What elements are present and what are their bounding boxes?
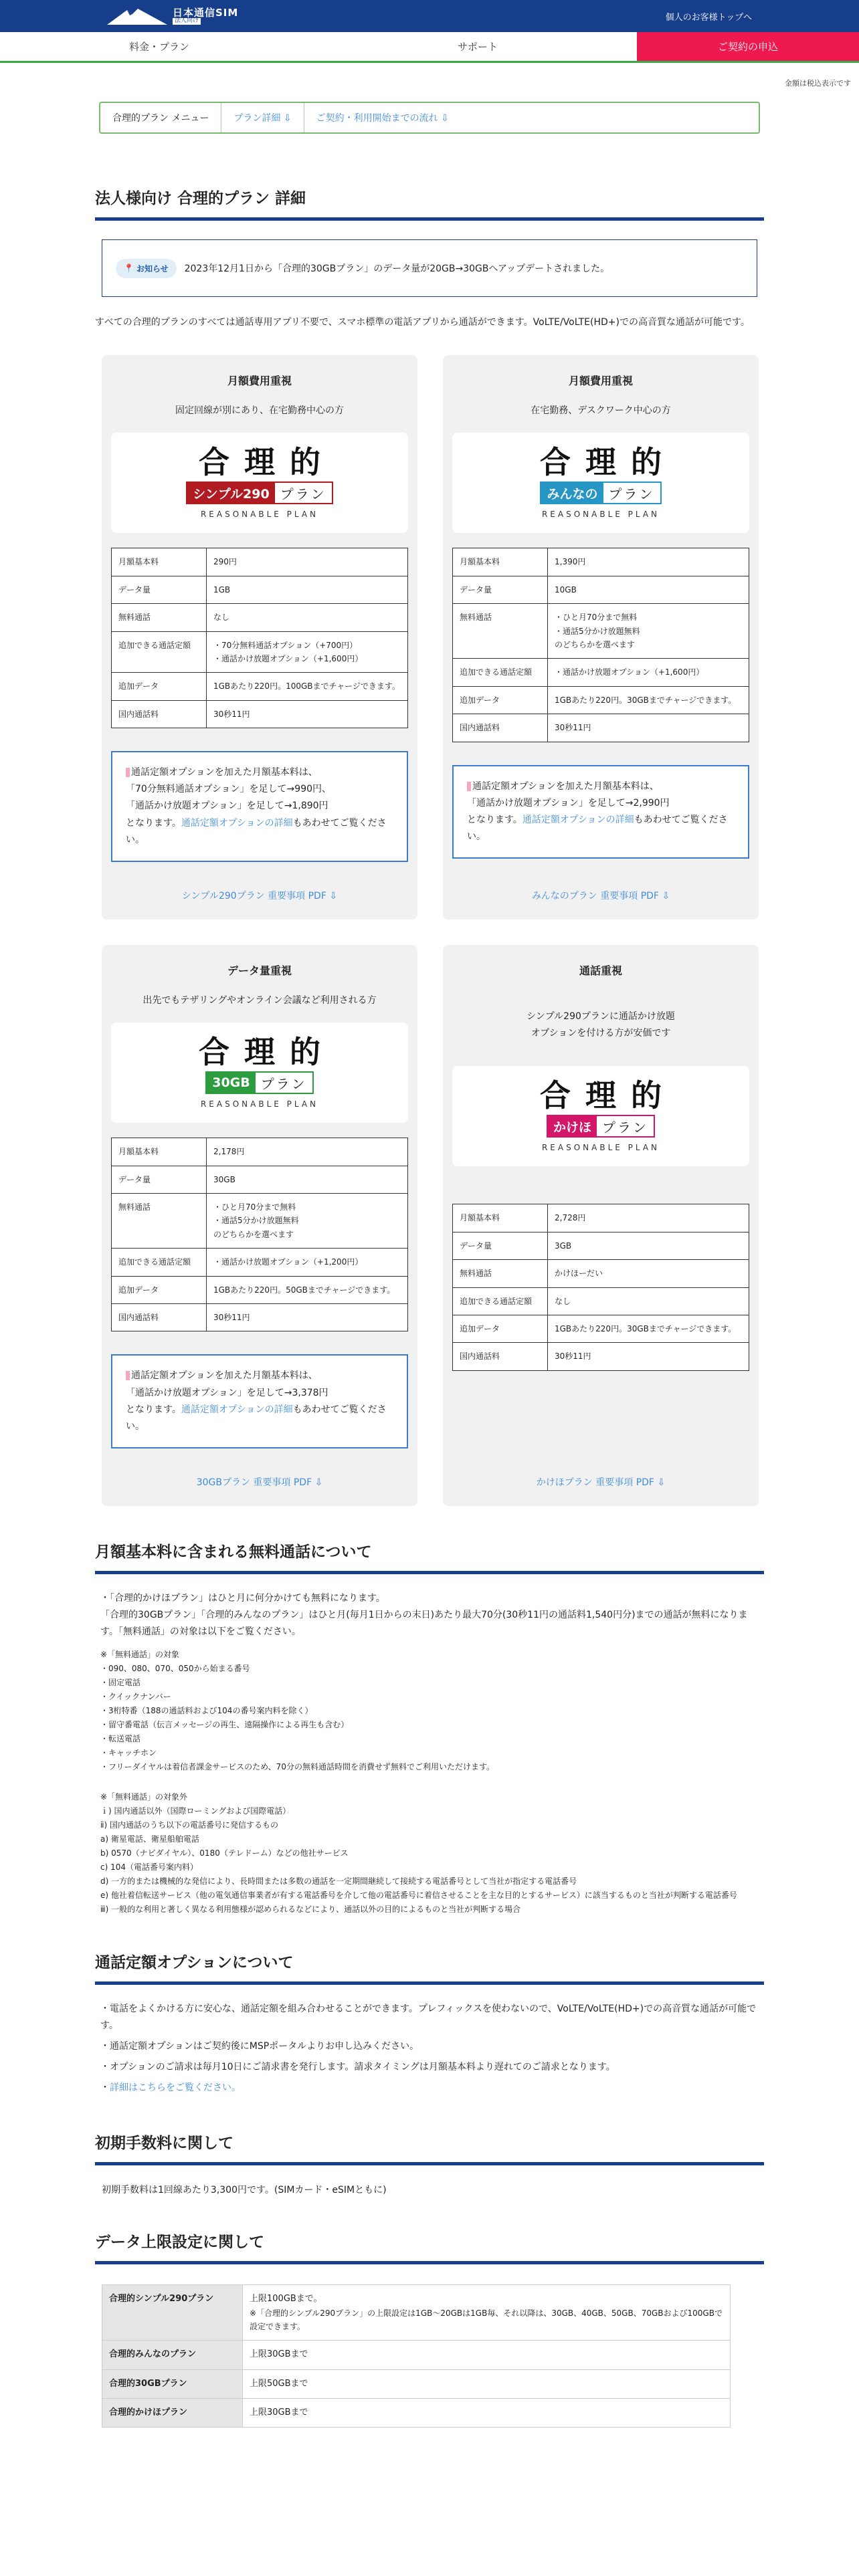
note-line: 「通話かけ放題オプション」を足して→2,990円 <box>467 797 670 809</box>
plan-tag: 月額費用重視 <box>568 374 633 388</box>
spec-key: 追加できる通話定額 <box>453 659 548 686</box>
limit-value-cell <box>243 2341 731 2369</box>
spec-key: 無料通話 <box>453 1260 548 1287</box>
table-row <box>453 1287 749 1315</box>
note-marker <box>126 768 130 777</box>
free-call-title: 月額基本料に含まれる無料通話について <box>95 1539 764 1574</box>
table-row <box>102 2341 731 2369</box>
table-row <box>112 700 408 728</box>
anchor-plan-detail[interactable]: プラン詳細 ⇩ <box>221 103 304 132</box>
note-tail: もあわせてご覧ください。 <box>126 1404 387 1432</box>
spec-value: 290円 <box>207 548 408 576</box>
limit-value: 上限30GBまで <box>250 2407 308 2418</box>
limit-value-cell <box>243 2284 731 2341</box>
plan-subtitle: シンプル290プランに通話かけ放題 オプションを付ける方が安価です <box>527 1011 675 1039</box>
limit-value: 上限30GBまで <box>250 2349 308 2360</box>
table-row <box>112 604 408 631</box>
spec-key: 追加できる通話定額 <box>453 1287 548 1315</box>
spec-value: 1GBあたり220円。30GBまでチャージできます。 <box>548 1315 749 1342</box>
option-title: 通話定額オプションについて <box>95 1950 764 1985</box>
plan-pdf-link[interactable]: かけほプラン 重要事項 PDF ⇩ <box>536 1477 666 1489</box>
target-line: ・留守番電話（伝言メッセージの再生、遠隔操作による再生も含む） <box>100 1719 349 1729</box>
table-row <box>112 1249 408 1276</box>
spec-key: 月額基本料 <box>453 1204 548 1232</box>
spec-key: 無料通話 <box>112 1194 207 1249</box>
table-row <box>102 2284 731 2341</box>
spec-value: 30秒11円 <box>548 714 749 742</box>
plan-logo-left: 30GB <box>207 1073 256 1093</box>
table-row <box>453 548 749 576</box>
spec-value: 30GB <box>207 1166 408 1193</box>
spec-value: ・通話かけ放題オプション（+1,600円） <box>548 659 749 686</box>
plan-spec-table <box>452 1204 749 1370</box>
spec-value: 30秒11円 <box>207 1303 408 1331</box>
plan-logo-sub: REASONABLE PLAN <box>541 1143 660 1153</box>
plan-spec-table <box>452 548 749 742</box>
exclude-line: ⅲ) 一般的な利用と著しく異なる利用態様が認められるなどにより、通話以外の目的によるものと当社が判断する場合 <box>100 1904 521 1914</box>
spec-key: データ量 <box>453 576 548 603</box>
table-row <box>453 1232 749 1259</box>
plan-logo <box>452 1066 749 1166</box>
exclude-line: b) 0570（ナビダイヤル）、0180（テレドーム）などの他社サービス <box>100 1848 349 1858</box>
plan-logo <box>111 1023 408 1123</box>
plan-tag: 通話重視 <box>579 964 622 978</box>
note-line: 「通話かけ放題オプション」を足して→3,378円 <box>126 1387 328 1398</box>
brand-name: 日本通信SIM <box>173 6 239 19</box>
plan-logo-left: シンプル290 <box>187 483 274 503</box>
table-row <box>102 2369 731 2398</box>
option-item: ・ 通話定額オプションはご契約後にMSPポータルよりお申し込みください。 <box>100 2038 764 2055</box>
table-row <box>453 1260 749 1287</box>
data-limit-title: データ上限設定に関して <box>95 2230 764 2264</box>
anchor-flow[interactable]: ご契約・利用開始までの流れ ⇩ <box>316 113 449 124</box>
table-row <box>112 1276 408 1303</box>
target-line: ・固定電話 <box>100 1677 141 1687</box>
target-line: ・転送電話 <box>100 1733 141 1743</box>
option-detail-link[interactable]: 通話定額オプションの詳細 <box>181 817 293 829</box>
plan-card <box>102 945 417 1506</box>
plan-card <box>443 355 759 920</box>
plan-logo-sub: REASONABLE PLAN <box>200 510 319 520</box>
limit-plan: 合理的かけほプラン <box>102 2398 243 2427</box>
table-row <box>453 1315 749 1342</box>
spec-key: データ量 <box>112 576 207 603</box>
limit-value: 上限100GBまで。 <box>250 2293 322 2304</box>
target-line: ・クイックナンバー <box>100 1691 171 1701</box>
spec-value: 30秒11円 <box>548 1343 749 1370</box>
target-line: ※「無料通話」の対象 <box>100 1649 180 1659</box>
plan-tag: 月額費用重視 <box>227 374 292 388</box>
spec-value: 2,178円 <box>207 1138 408 1166</box>
free-call-exclude-list <box>95 1790 764 1917</box>
personal-top-link[interactable]: 個人のお客様トップへ <box>665 12 752 23</box>
spec-value: なし <box>548 1287 749 1315</box>
limit-plan: 合理的シンプル290プラン <box>102 2284 243 2341</box>
plan-spec-table <box>111 1138 408 1331</box>
table-row <box>112 548 408 576</box>
option-detail-item <box>100 2080 764 2097</box>
spec-value: 1GBあたり220円。50GBまでチャージできます。 <box>207 1276 408 1303</box>
note-tail: もあわせてご覧ください。 <box>126 817 387 845</box>
plan-logo-right: プラン <box>275 483 332 503</box>
table-row <box>112 1194 408 1249</box>
table-row <box>453 576 749 603</box>
table-row <box>453 1204 749 1232</box>
spec-value: かけほーだい <box>548 1260 749 1287</box>
spec-key: 月額基本料 <box>112 1138 207 1166</box>
spec-value: なし <box>207 604 408 631</box>
plan-logo-main: 合理的 <box>540 444 676 481</box>
plan-logo-right: プラン <box>256 1073 312 1093</box>
exclude-line: ※「無料通話」の対象外 <box>100 1792 188 1802</box>
plan-note <box>452 765 749 859</box>
nav-support[interactable]: サポート <box>457 41 498 53</box>
table-row <box>112 1138 408 1166</box>
table-row <box>112 576 408 603</box>
spec-key: 月額基本料 <box>112 548 207 576</box>
limit-plan: 合理的30GBプラン <box>102 2369 243 2398</box>
table-row <box>112 673 408 700</box>
limit-value-cell <box>243 2369 731 2398</box>
plan-logo-badge <box>186 481 332 504</box>
spec-key: 国内通話料 <box>112 1303 207 1331</box>
top-bar <box>0 0 859 32</box>
exclude-line: c) 104（電話番号案内料） <box>100 1862 198 1872</box>
target-line: ・キャッチホン <box>100 1747 157 1757</box>
spec-value: 1GBあたり220円。30GBまでチャージできます。 <box>548 686 749 714</box>
spec-key: データ量 <box>453 1232 548 1259</box>
plan-logo-badge <box>205 1071 314 1094</box>
note-line: 通話定額オプションを加えた月額基本料は、 <box>131 767 318 778</box>
plan-logo-main: 合理的 <box>199 1034 335 1071</box>
spec-key: 無料通話 <box>112 604 207 631</box>
limit-sub: ※「合理的シンプル290プラン」の上限設定は1GB〜20GBは1GB毎、それ以降は、30GB、40GB、50GB、70GBおよび100GBで設定できます。 <box>250 2308 723 2332</box>
plan-pdf-link[interactable]: みんなのプラン 重要事項 PDF ⇩ <box>531 891 670 902</box>
notice-badge <box>116 259 177 278</box>
plan-logo-right: プラン <box>597 1116 654 1136</box>
plan-card <box>443 945 759 1506</box>
spec-value: 2,728円 <box>548 1204 749 1232</box>
note-line: となります。 <box>126 1404 181 1415</box>
mountain-logo-icon <box>107 5 167 27</box>
spec-value: ・ひと月70分まで無料 ・通話5分かけ放題無料 のどちらかを選べます <box>548 604 749 659</box>
notice-box <box>102 239 757 297</box>
spec-key: 国内通話料 <box>453 714 548 742</box>
plan-logo-left: かけほ <box>548 1116 597 1136</box>
spec-value: 30秒11円 <box>207 700 408 728</box>
spec-key: 追加できる通話定額 <box>112 631 207 673</box>
spec-key: 追加データ <box>453 1315 548 1342</box>
brand-logo[interactable] <box>107 5 238 27</box>
plan-subtitle: 出先でもテザリングやオンライン会議など利用される方 <box>142 995 377 1006</box>
plan-pdf-link[interactable]: シンプル290プラン 重要事項 PDF ⇩ <box>181 891 338 902</box>
exclude-line: ｉ) 国内通話以外（国際ローミングおよび国際電話） <box>100 1806 291 1816</box>
spec-value: ・70分無料通話オプション（+700円） ・通話かけ放題オプション（+1,600円） <box>207 631 408 673</box>
spec-value: ・通話かけ放題オプション（+1,200円） <box>207 1249 408 1276</box>
plan-grid <box>95 355 764 1506</box>
exclude-line: d) 一方的または機械的な発信により、長時間または多数の通話を一定期間継続して接続する電話番号として当社が指定する電話番号 <box>100 1876 577 1886</box>
option-detail-link[interactable]: 通話定額オプションの詳細 <box>181 1404 293 1415</box>
spec-value: 10GB <box>548 576 749 603</box>
spec-value: ・ひと月70分まで無料 ・通話5分かけ放題無料 のどちらかを選べます <box>207 1194 408 1249</box>
anchor-menu <box>99 102 760 134</box>
spec-value: 1GB <box>207 576 408 603</box>
limit-plan: 合理的みんなのプラン <box>102 2341 243 2369</box>
exclude-line: a) 衛星電話、衛星船舶電話 <box>100 1834 199 1844</box>
plan-subtitle: 固定回線が別にあり、在宅勤務中心の方 <box>175 405 344 417</box>
note-line: 通話定額オプションを加えた月額基本料は、 <box>131 1370 318 1382</box>
note-marker <box>126 1371 130 1380</box>
plan-logo-main: 合理的 <box>540 1077 676 1114</box>
plan-note <box>111 1354 408 1448</box>
nav-apply[interactable]: ご契約の申込 <box>637 32 859 61</box>
spec-key: 無料通話 <box>453 604 548 659</box>
note-line: 「通話かけ放題オプション」を足して→1,890円 <box>126 800 328 812</box>
init-fee-text: 初期手数料は1回線あたり3,300円です。(SIMカード・eSIMともに) <box>102 2184 387 2195</box>
option-detail-link[interactable]: 詳細はこちらをご覧ください。 <box>110 2082 241 2094</box>
brand-sub: 法人向け <box>173 18 201 25</box>
spec-key: 月額基本料 <box>453 548 548 576</box>
table-row <box>112 1166 408 1193</box>
exclude-line: ⅱ) 国内通話のうち以下の電話番号に発信するもの <box>100 1820 278 1830</box>
plan-logo-sub: REASONABLE PLAN <box>200 1099 319 1109</box>
plan-card <box>102 355 417 920</box>
main-nav <box>0 32 859 63</box>
option-item: ・ オプションのご請求は毎月10日にご請求書を発行します。請求タイミングは月額基本料より遅れてのご請求となります。 <box>100 2059 764 2076</box>
nav-pricing[interactable]: 料金・プラン <box>128 41 189 53</box>
spec-key: 国内通話料 <box>453 1343 548 1370</box>
note-line: 通話定額オプションを加えた月額基本料は、 <box>472 780 659 792</box>
table-row <box>453 604 749 659</box>
spec-value: 1GBあたり220円。100GBまでチャージできます。 <box>207 673 408 700</box>
plan-logo-sub: REASONABLE PLAN <box>541 510 660 520</box>
free-call-bullet: ・ 「合理的かけほプラン」はひと月に何分かけても無料になります。 「合理的30GBプラン」「合理的みんなのプラン」はひと月(毎月1日からの末日)あたり最大70分(30秒11円の通話料1,540円分)までの通話が無料になります。「無料通話」の対象は以下をご覧ください。 <box>100 1590 764 1641</box>
spec-key: 国内通話料 <box>112 700 207 728</box>
init-fee-title: 初期手数料に関して <box>95 2131 764 2165</box>
spec-key: データ量 <box>112 1166 207 1193</box>
limit-value-cell <box>243 2398 731 2427</box>
tax-note: 金額は税込表示です <box>785 79 851 88</box>
data-limit-table <box>102 2284 731 2428</box>
note-tail: もあわせてご覧ください。 <box>467 814 728 843</box>
plan-logo-badge <box>540 481 661 504</box>
plan-subtitle: 在宅勤務、デスクワーク中心の方 <box>531 405 671 417</box>
intro-text: すべての合理的プランのすべては通話専用アプリ不要で、スマホ標準の電話アプリから通話ができます。VoLTE/VoLTE(HD+)での高音質な通話が可能です。 <box>95 317 750 328</box>
plan-spec-table <box>111 548 408 728</box>
spec-key: 追加データ <box>453 686 548 714</box>
spec-key: 追加できる通話定額 <box>112 1249 207 1276</box>
option-item: ・ 電話をよくかける方に安心な、通話定額を組み合わせることができます。プレフィックスを使わないので、VoLTE/VoLTE(HD+)での高音質な通話が可能です。 <box>100 2001 764 2034</box>
limit-value: 上限50GBまで <box>250 2378 308 2389</box>
table-row <box>112 1303 408 1331</box>
option-detail-link[interactable]: 通話定額オプションの詳細 <box>522 814 634 825</box>
plan-logo <box>452 433 749 533</box>
notice-badge-label: お知らせ <box>136 263 169 274</box>
plan-logo-badge <box>547 1115 655 1138</box>
exclude-line: e) 他社着信転送サービス（他の電気通信事業者が有する電話番号を介して他の電話番号に着信させることを主な目的とするサービス）に該当するものと当社が判断する電話番号 <box>100 1890 737 1900</box>
spec-value: 1,390円 <box>548 548 749 576</box>
plan-note <box>111 751 408 862</box>
spec-value: 3GB <box>548 1232 749 1259</box>
page-title: 法人様向け 合理的プラン 詳細 <box>95 186 764 221</box>
table-row <box>102 2398 731 2427</box>
table-row <box>453 686 749 714</box>
free-call-target-list <box>95 1648 764 1774</box>
plan-logo-left: みんなの <box>541 483 603 503</box>
plan-logo-main: 合理的 <box>199 444 335 481</box>
target-line: ・3桁特番（188の通話料および104の番号案内料を除く） <box>100 1705 313 1715</box>
table-row <box>453 714 749 742</box>
target-line: ・フリーダイヤルは着信者課金サービスのため、70分の無料通話時間を消費せず無料でご利用いただけます。 <box>100 1761 494 1772</box>
plan-tag: データ量重視 <box>227 964 292 978</box>
pin-icon: 📍 <box>124 263 134 273</box>
plan-logo-right: プラン <box>603 483 660 503</box>
table-row <box>453 659 749 686</box>
anchor-plan-menu[interactable]: 合理的プラン メニュー <box>100 103 221 132</box>
note-line: となります。 <box>467 814 522 825</box>
target-line: ・090、080、070、050から始まる番号 <box>100 1663 250 1673</box>
table-row <box>453 1343 749 1370</box>
notice-text: 2023年12月1日から「合理的30GBプラン」のデータ量が20GB→30GBへアップデートされました。 <box>184 263 610 274</box>
note-line: となります。 <box>126 817 181 829</box>
spec-key: 追加データ <box>112 673 207 700</box>
table-row <box>112 631 408 673</box>
note-line: 「70分無料通話オプション」を足して→990円、 <box>126 784 332 795</box>
note-marker <box>467 782 471 791</box>
plan-logo <box>111 433 408 533</box>
spec-key: 追加データ <box>112 1276 207 1303</box>
plan-pdf-link[interactable]: 30GBプラン 重要事項 PDF ⇩ <box>196 1477 323 1489</box>
